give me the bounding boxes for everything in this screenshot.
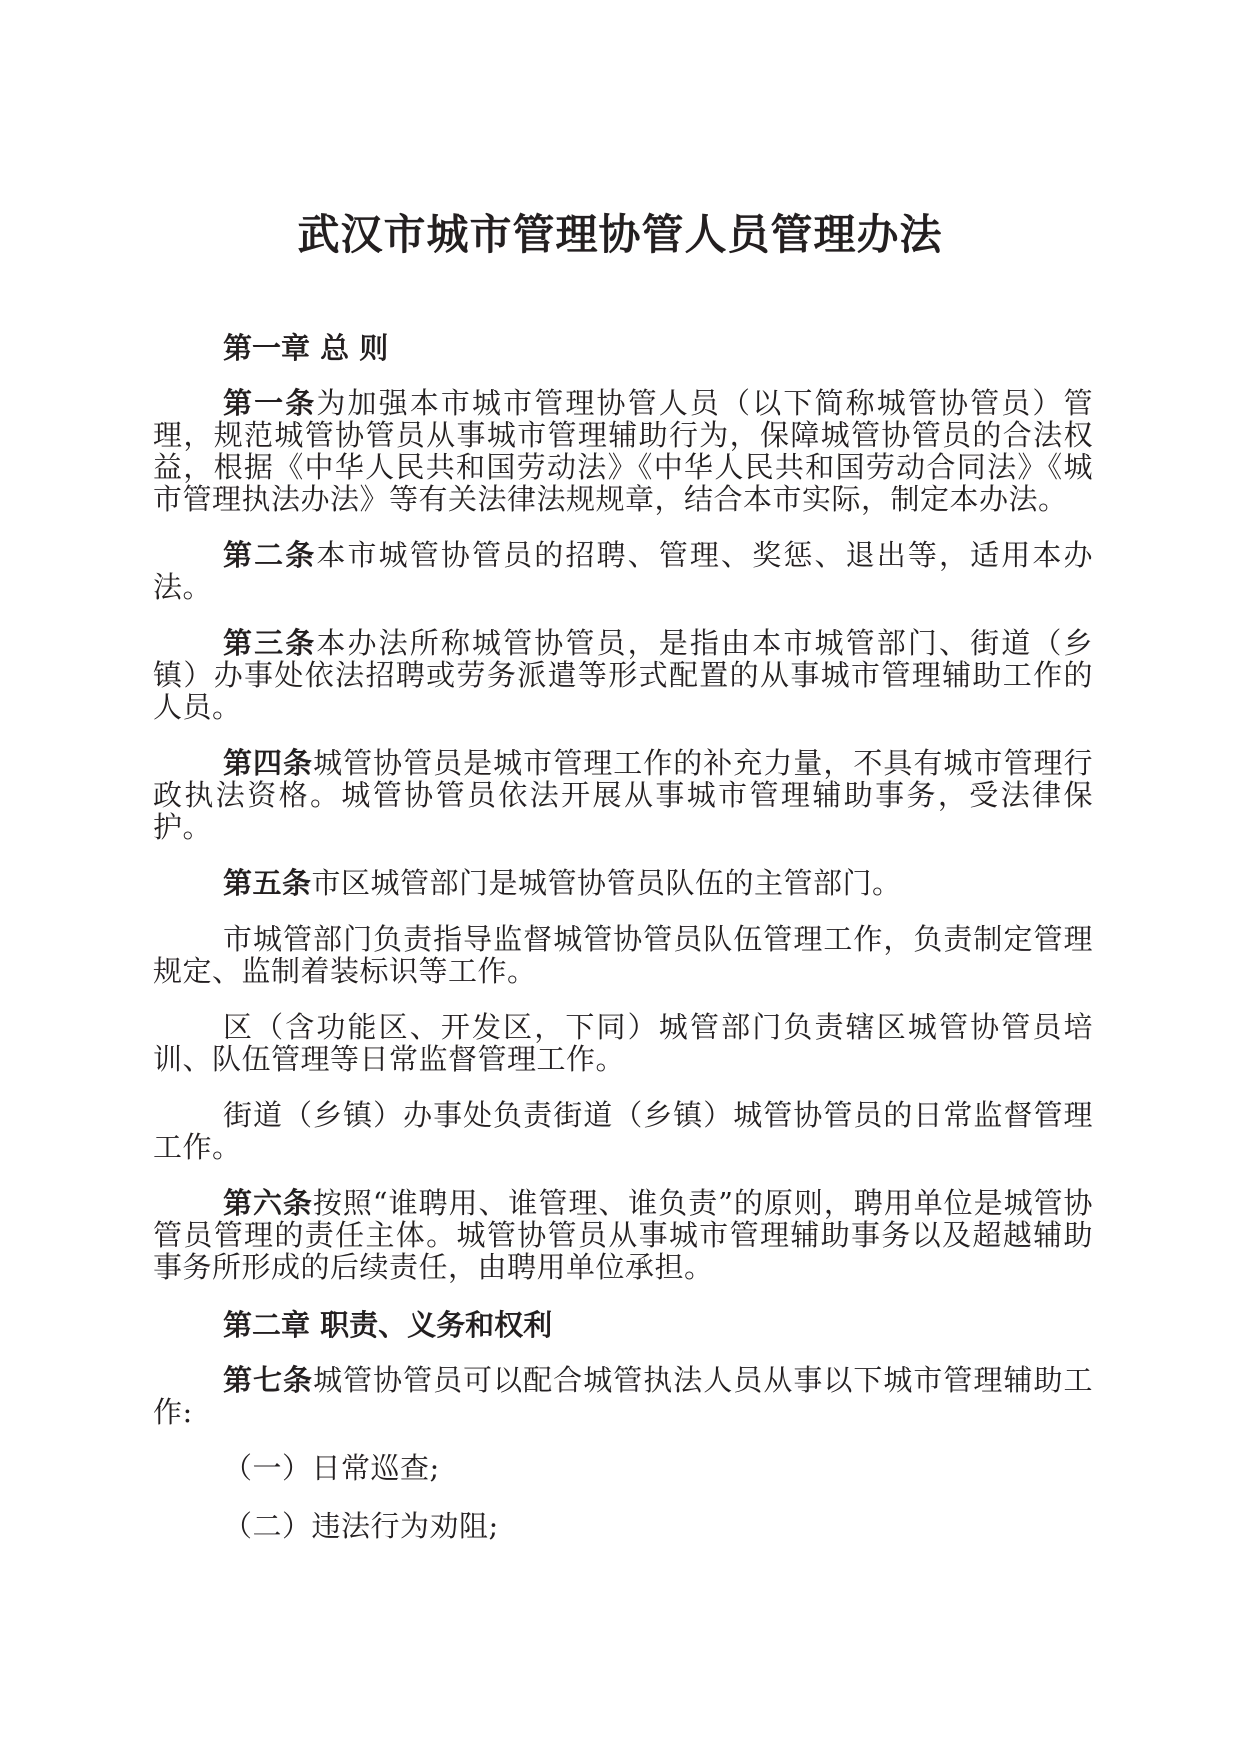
- article-3-text: 本办法所称城管协管员，是指由本市城管部门、街道（乡镇）办事处依法招聘或劳务派遣等形式配置的从事城市管理辅助工作的人员。: [153, 626, 1093, 724]
- article-3: [153, 627, 1093, 723]
- article-2-text: 本市城管协管员的招聘、管理、奖惩、退出等，适用本办法。: [153, 538, 1093, 604]
- article-4: [153, 747, 1093, 843]
- article-5: [153, 867, 1093, 899]
- document-title: 武汉市城市管理协管人员管理办法: [297, 210, 943, 259]
- article-2: [153, 539, 1093, 603]
- chapter-heading-2: 第二章 职责、义务和权利: [223, 1308, 553, 1342]
- article-5-paragraph-1: 市城管部门负责指导监督城管协管员队伍管理工作，负责制定管理规定、监制着装标识等工作。: [153, 922, 1093, 988]
- article-5-label: 第五条: [223, 866, 312, 900]
- chapter-heading-1: 第一章 总 则: [223, 331, 389, 365]
- article-7: [153, 1364, 1093, 1428]
- article-4-label: 第四条: [223, 746, 314, 780]
- article-1: [153, 387, 1093, 515]
- list-item-1: （一）日常巡查;: [223, 1451, 440, 1485]
- article-5-text: 市区城管部门是城管协管员队伍的主管部门。: [311, 866, 902, 900]
- document-body: [153, 330, 1093, 1568]
- article-7-label: 第七条: [223, 1363, 314, 1397]
- article-6: [153, 1187, 1093, 1283]
- article-5-paragraph-3: 街道（乡镇）办事处负责街道（乡镇）城管协管员的日常监督管理工作。: [153, 1098, 1093, 1164]
- article-7-text: 城管协管员可以配合城管执法人员从事以下城市管理辅助工作:: [153, 1363, 1093, 1429]
- article-6-label: 第六条: [223, 1186, 313, 1220]
- article-1-text: 为加强本市城市管理协管人员（以下简称城管协管员）管理，规范城管协管员从事城市管理辅助行为，保障城管协管员的合法权益，根据《中华人民共和国劳动法》《中华人民共和国劳动合同法》《城市管理执法办法》等有关法律法规规章，结合本市实际，制定本办法。: [153, 386, 1093, 516]
- article-4-text: 城管协管员是城市管理工作的补充力量，不具有城市管理行政执法资格。城管协管员依法开展从事城市管理辅助事务，受法律保护。: [153, 746, 1093, 844]
- list-item-2: （二）违法行为劝阻;: [223, 1509, 499, 1543]
- article-5-paragraph-2: 区（含功能区、开发区，下同）城管部门负责辖区城管协管员培训、队伍管理等日常监督管理工作。: [153, 1010, 1093, 1076]
- article-1-label: 第一条: [223, 386, 317, 420]
- article-2-label: 第二条: [223, 538, 317, 572]
- article-6-text: 按照“谁聘用、谁管理、谁负责”的原则，聘用单位是城管协管员管理的责任主体。城管协管员从事城市管理辅助事务以及超越辅助事务所形成的后续责任，由聘用单位承担。: [153, 1186, 1093, 1284]
- article-3-label: 第三条: [223, 626, 317, 660]
